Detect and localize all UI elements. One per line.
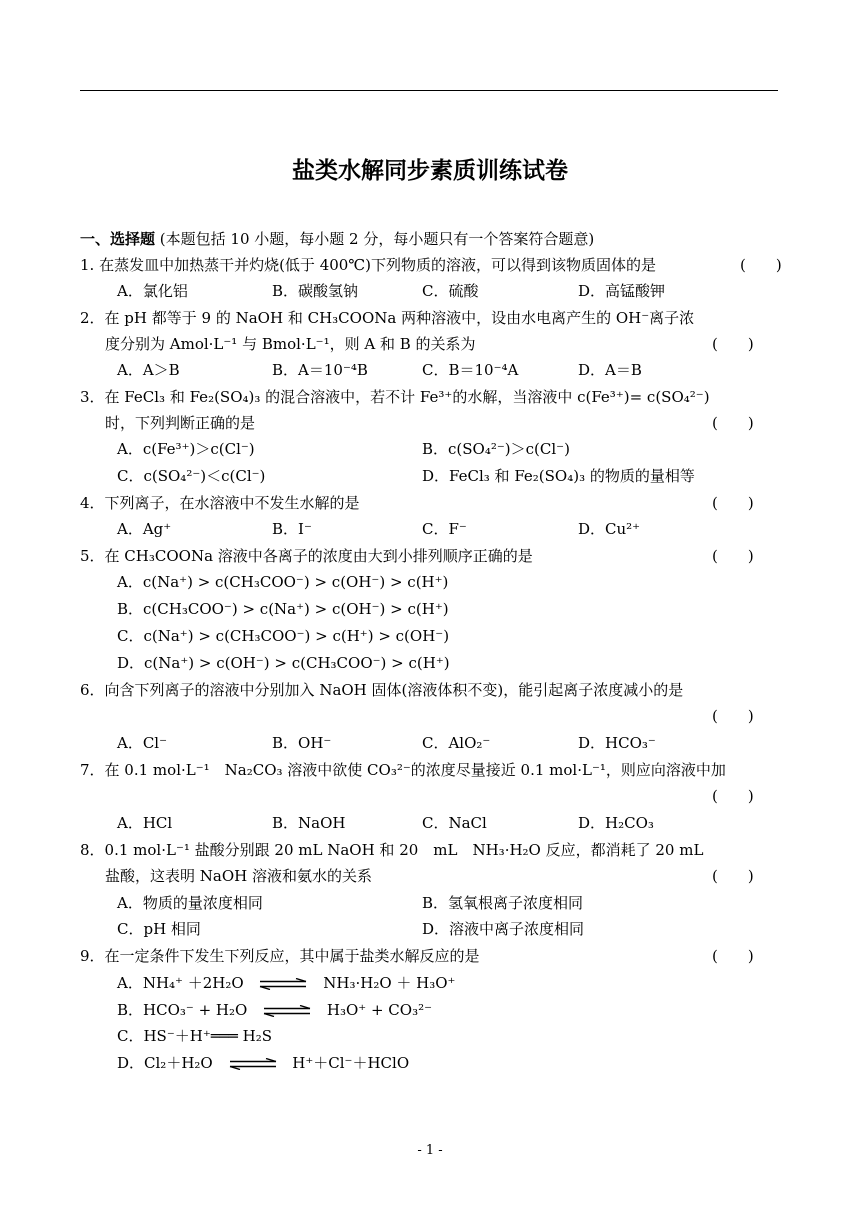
section-note: (本题包括 10 小题，每小题 2 分，每小题只有一个答案符合题意) <box>155 230 595 248</box>
answer-blank-6: ( ) <box>712 707 754 725</box>
q4-option-a: A．Ag⁺ <box>117 520 172 538</box>
question-1-stem: 1. 在蒸发皿中加热蒸干并灼烧(低于 400℃)下列物质的溶液，可以得到该物质固体的是 <box>80 256 656 274</box>
q9-option-d <box>117 1052 409 1074</box>
q1-option-d: D．高锰酸钾 <box>578 282 666 300</box>
answer-blank-1: ( ) <box>740 256 782 274</box>
q2-option-d: D．A＝B <box>578 361 642 379</box>
q9-option-b <box>117 999 432 1021</box>
q1-option-c: C．硫酸 <box>422 282 479 300</box>
page-number: - 1 - <box>417 1143 443 1158</box>
equilibrium-arrow-icon <box>228 1058 278 1070</box>
q8-option-a: A．物质的量浓度相同 <box>117 894 263 912</box>
q5-option-d: D．c(Na⁺) > c(OH⁻) > c(CH₃COO⁻) > c(H⁺) <box>117 654 450 672</box>
q3-option-b: B．c(SO₄²⁻)＞c(Cl⁻) <box>422 440 570 458</box>
q9-option-a-reactants: A．NH₄⁺ ＋2H₂O <box>117 974 244 992</box>
q4-option-b: B．I⁻ <box>272 520 312 538</box>
q3-option-a: A．c(Fe³⁺)＞c(Cl⁻) <box>117 440 255 458</box>
q6-option-b: B．OH⁻ <box>272 734 332 752</box>
q9-option-a-products: NH₃·H₂O ＋ H₃O⁺ <box>323 974 456 992</box>
question-2-stem: 2．在 pH 都等于 9 的 NaOH 和 CH₃COONa 两种溶液中，设由水电离产生的 OH⁻离子浓 <box>80 309 695 327</box>
q3-option-d: D．FeCl₃ 和 Fe₂(SO₄)₃ 的物质的量相等 <box>422 467 695 485</box>
q2-option-b: B．A＝10⁻⁴B <box>272 361 368 379</box>
answer-blank-9: ( ) <box>712 947 754 965</box>
answer-blank-8: ( ) <box>712 867 754 885</box>
equilibrium-arrow-icon <box>258 978 308 990</box>
q9-option-d-reactants: D．Cl₂＋H₂O <box>117 1054 213 1072</box>
q8-option-b: B．氢氧根离子浓度相同 <box>422 894 584 912</box>
question-5-stem: 5．在 CH₃COONa 溶液中各离子的浓度由大到小排列顺序正确的是 <box>80 547 533 565</box>
header-rule <box>80 90 778 91</box>
q9-option-b-products: H₃O⁺ + CO₃²⁻ <box>326 1001 433 1019</box>
q5-option-b: B．c(CH₃COO⁻) > c(Na⁺) > c(OH⁻) > c(H⁺) <box>117 600 449 618</box>
q9-option-c: C．HS⁻＋H⁺═══ H₂S <box>117 1027 272 1045</box>
question-2-stem-cont: 度分别为 Amol·L⁻¹ 与 Bmol·L⁻¹，则 A 和 B 的关系为 <box>105 335 476 353</box>
q7-option-a: A．HCl <box>117 814 173 832</box>
section-heading: 一、选择题 <box>80 230 156 248</box>
q3-option-c: C．c(SO₄²⁻)＜c(Cl⁻) <box>117 467 266 485</box>
q9-option-b-reactants: B．HCO₃⁻ + H₂O <box>117 1001 248 1019</box>
q4-option-c: C．F⁻ <box>422 520 467 538</box>
q2-option-a: A．A＞B <box>117 361 180 379</box>
q4-option-d: D．Cu²⁺ <box>578 520 641 538</box>
q1-option-b: B．碳酸氢钠 <box>272 282 359 300</box>
q8-option-c: C．pH 相同 <box>117 920 201 938</box>
q2-option-c: C．B＝10⁻⁴A <box>422 361 519 379</box>
q6-option-d: D．HCO₃⁻ <box>578 734 656 752</box>
q1-option-a: A．氯化铝 <box>117 282 188 300</box>
answer-blank-2: ( ) <box>712 335 754 353</box>
question-7-stem: 7．在 0.1 mol·L⁻¹ Na₂CO₃ 溶液中欲使 CO₃²⁻的浓度尽量接近 0.1 mol·L⁻¹，则应向溶液中加 <box>80 761 726 779</box>
q6-option-a: A．Cl⁻ <box>117 734 168 752</box>
answer-blank-3: ( ) <box>712 414 754 432</box>
q9-option-d-products: H⁺＋Cl⁻＋HClO <box>292 1054 410 1072</box>
q9-option-a <box>117 972 455 994</box>
question-8-stem: 8．0.1 mol·L⁻¹ 盐酸分别跟 20 mL NaOH 和 20 mL NH₃·H₂O 反应，都消耗了 20 mL <box>80 841 704 859</box>
q5-option-a: A．c(Na⁺) > c(CH₃COO⁻) > c(OH⁻) > c(H⁺) <box>117 573 449 591</box>
page-title: 盐类水解同步素质训练试卷 <box>292 158 568 184</box>
q5-option-c: C．c(Na⁺) > c(CH₃COO⁻) > c(H⁺) > c(OH⁻) <box>117 627 450 645</box>
question-8-stem-cont: 盐酸，这表明 NaOH 溶液和氨水的关系 <box>105 867 372 885</box>
answer-blank-4: ( ) <box>712 494 754 512</box>
q7-option-b: B．NaOH <box>272 814 346 832</box>
q6-option-c: C．AlO₂⁻ <box>422 734 491 752</box>
question-9-stem: 9．在一定条件下发生下列反应，其中属于盐类水解反应的是 <box>80 947 480 965</box>
question-3-stem-cont: 时，下列判断正确的是 <box>105 414 256 432</box>
equilibrium-arrow-icon <box>262 1005 312 1017</box>
section-heading-line <box>80 228 594 250</box>
question-6-stem: 6．向含下列离子的溶液中分别加入 NaOH 固体(溶液体积不变)，能引起离子浓度减小的是 <box>80 681 684 699</box>
answer-blank-5: ( ) <box>712 547 754 565</box>
q7-option-c: C．NaCl <box>422 814 487 832</box>
q8-option-d: D．溶液中离子浓度相同 <box>422 920 585 938</box>
q7-option-d: D．H₂CO₃ <box>578 814 654 832</box>
answer-blank-7: ( ) <box>712 787 754 805</box>
question-4-stem: 4．下列离子，在水溶液中不发生水解的是 <box>80 494 360 512</box>
question-3-stem: 3．在 FeCl₃ 和 Fe₂(SO₄)₃ 的混合溶液中，若不计 Fe³⁺的水解，当溶液中 c(Fe³⁺)= c(SO₄²⁻) <box>80 388 710 406</box>
